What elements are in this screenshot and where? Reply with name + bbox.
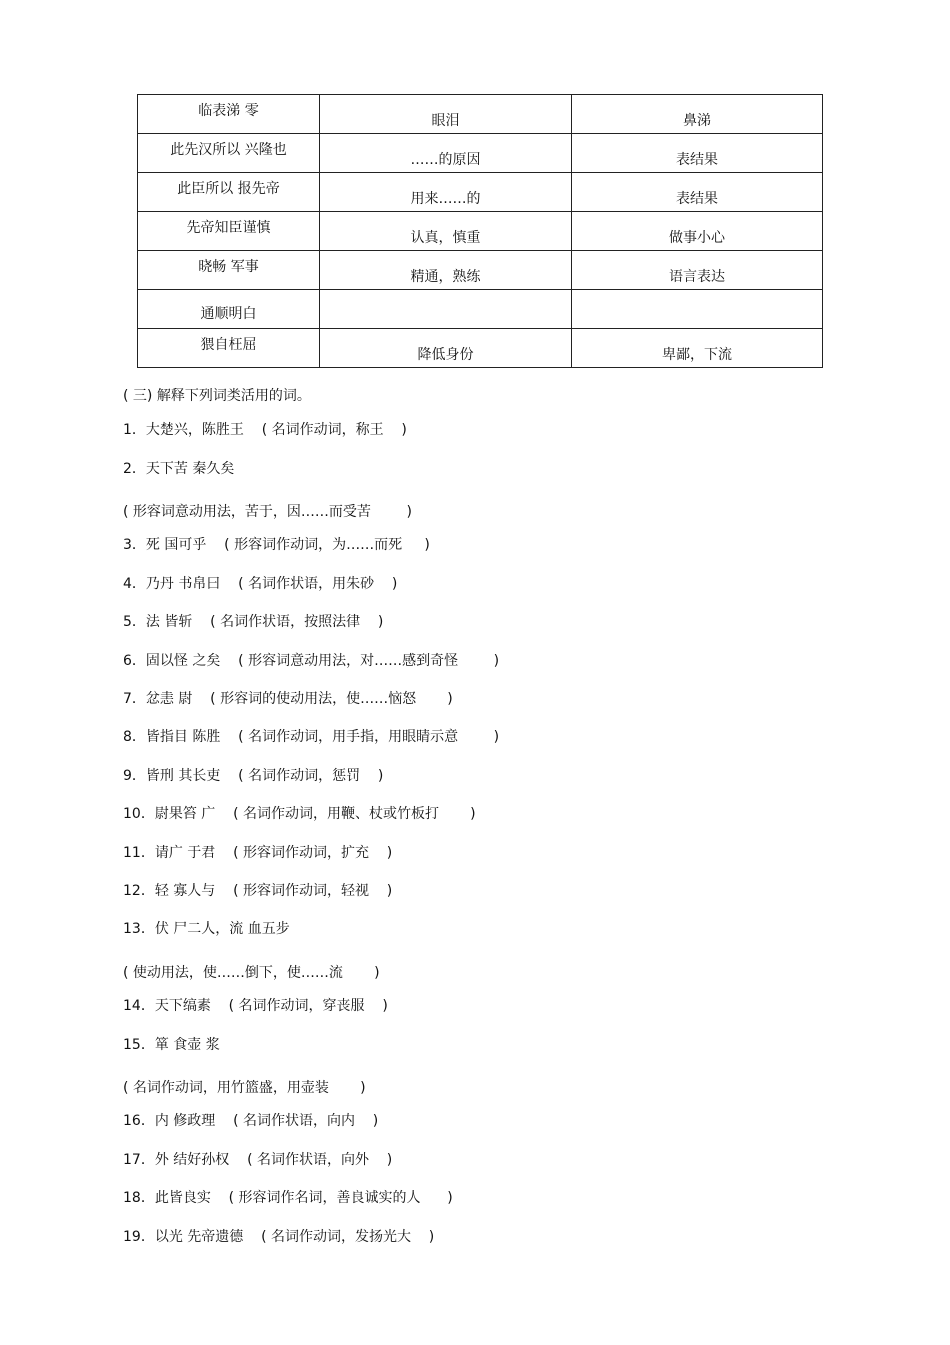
list-item: 8．皆指目 陈胜 ( 名词作动词，用手指，用眼睛示意 ) (123, 729, 500, 745)
list-item: 3．死 国可乎 ( 形容词作动词，为……而死 ) (123, 537, 430, 553)
list-item: ( 名词作动词，用竹篮盛，用壶装 ) (123, 1080, 366, 1096)
list-item: 6．固以怪 之矣 ( 形容词意动用法，对……感到奇怪 ) (123, 653, 500, 669)
term-cell: 晓畅 军事 (138, 251, 320, 290)
meaning-cell: 降低身份 (320, 329, 572, 368)
list-item: 11．请广 于君 ( 形容词作动词，扩充 ) (123, 845, 393, 861)
meaning-cell: 卑鄙，下流 (572, 329, 823, 368)
table-row (138, 212, 823, 251)
list-item: 17．外 结好孙权 ( 名词作状语，向外 ) (123, 1152, 393, 1168)
term-cell: 通顺明白 (138, 290, 320, 329)
meaning-cell: 认真，慎重 (320, 212, 572, 251)
table-row (138, 173, 823, 212)
list-item: 13．伏 尸二人，流 血五步 (123, 921, 290, 937)
meaning-cell: ……的原因 (320, 134, 572, 173)
list-item: ( 使动用法，使……倒下，使……流 ) (123, 965, 380, 981)
list-item: 4．乃丹 书帛曰 ( 名词作状语，用朱砂 ) (123, 576, 398, 592)
list-item: 10．尉果笞 广 ( 名词作动词，用鞭、杖或竹板打 ) (123, 806, 476, 822)
meaning-cell (572, 290, 823, 329)
list-item: 1．大楚兴，陈胜王 ( 名词作动词，称王 ) (123, 422, 407, 438)
list-item: 9．皆刑 其长吏 ( 名词作动词，惩罚 ) (123, 768, 384, 784)
vocabulary-table (137, 94, 823, 368)
table-row (138, 251, 823, 290)
section-title: ( 三) 解释下列词类活用的词。 (123, 388, 311, 404)
meaning-cell: 用来……的 (320, 173, 572, 212)
meaning-cell: 语言表达 (572, 251, 823, 290)
list-item: 14．天下缟素 ( 名词作动词，穿丧服 ) (123, 998, 388, 1014)
list-item: 7．忿恚 尉 ( 形容词的使动用法，使……恼怒 ) (123, 691, 453, 707)
meaning-cell (320, 290, 572, 329)
table-row (138, 290, 823, 329)
list-item: 2．天下苦 秦久矣 (123, 461, 235, 477)
list-item: 12．轻 寡人与 ( 形容词作动词，轻视 ) (123, 883, 393, 899)
list-item: 5．法 皆斩 ( 名词作状语，按照法律 ) (123, 614, 384, 630)
meaning-cell: 眼泪 (320, 95, 572, 134)
meaning-cell: 精通，熟练 (320, 251, 572, 290)
list-item: 15．箪 食壶 浆 (123, 1037, 220, 1053)
meaning-cell: 表结果 (572, 134, 823, 173)
term-cell: 临表涕 零 (138, 95, 320, 134)
list-item: 18．此皆良实 ( 形容词作名词，善良诚实的人 ) (123, 1190, 453, 1206)
term-cell: 先帝知臣谨慎 (138, 212, 320, 251)
table-row (138, 329, 823, 368)
term-cell: 此臣所以 报先帝 (138, 173, 320, 212)
table-row (138, 95, 823, 134)
meaning-cell: 做事小心 (572, 212, 823, 251)
meaning-cell: 表结果 (572, 173, 823, 212)
list-item: 19．以光 先帝遗德 ( 名词作动词，发扬光大 ) (123, 1229, 435, 1245)
list-item: ( 形容词意动用法，苦于，因……而受苦 ) (123, 504, 412, 520)
term-cell: 此先汉所以 兴隆也 (138, 134, 320, 173)
term-cell: 猥自枉屈 (138, 329, 320, 368)
meaning-cell: 鼻涕 (572, 95, 823, 134)
list-item: 16．内 修政理 ( 名词作状语，向内 ) (123, 1113, 379, 1129)
table-row (138, 134, 823, 173)
